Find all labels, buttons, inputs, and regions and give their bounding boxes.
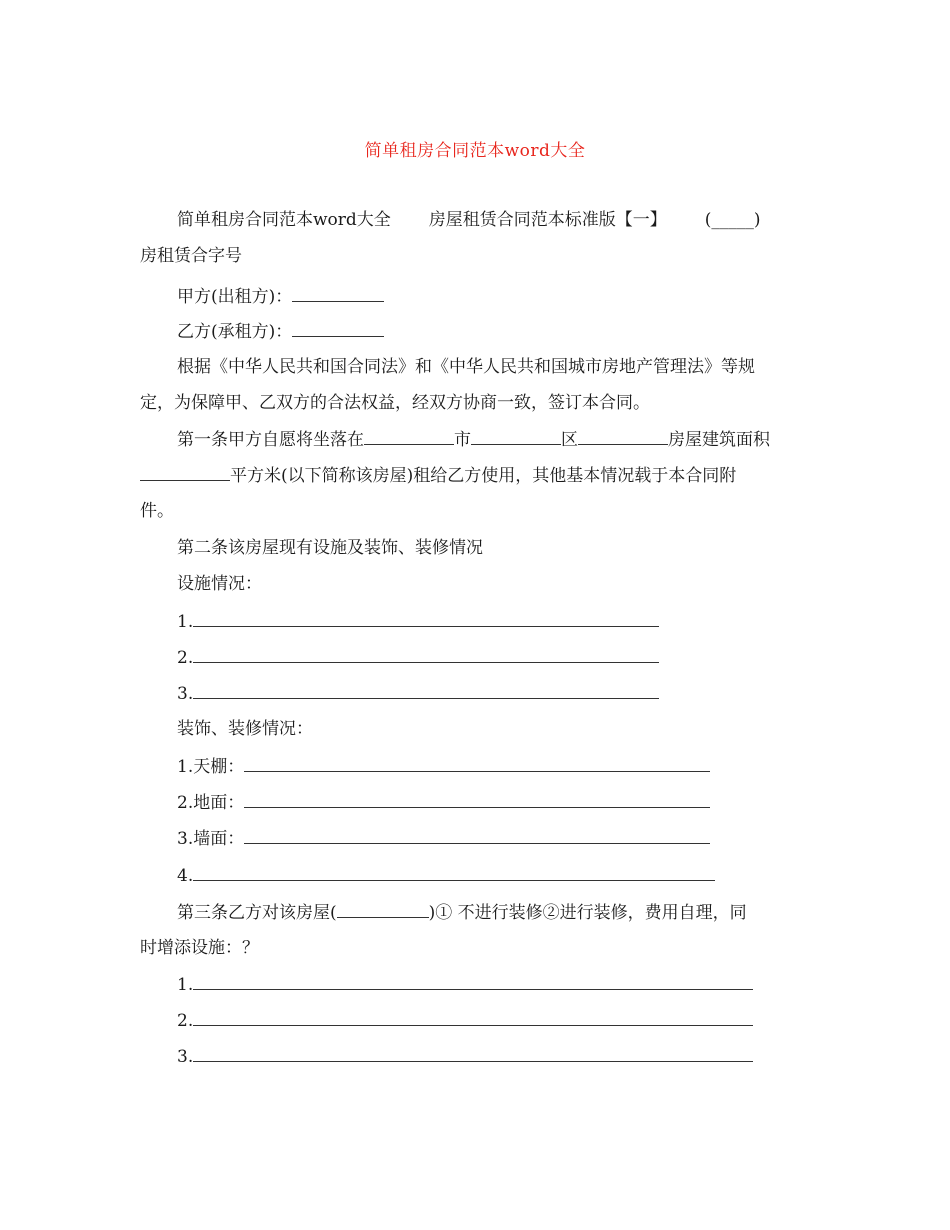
decoration-item-label: 1.天棚： <box>177 757 245 777</box>
decoration-label: 装饰、装修情况： <box>177 719 313 739</box>
facility-item-label: 1. <box>177 612 194 632</box>
article1-address-blank[interactable] <box>578 428 668 445</box>
facility-item-blank[interactable] <box>193 646 659 663</box>
facility-item <box>177 646 659 669</box>
facility-item <box>177 610 659 633</box>
article3-blank[interactable] <box>337 901 429 918</box>
party-b-label: 乙方(承租方)： <box>177 322 293 342</box>
article1-city-label: 市 <box>454 430 471 450</box>
intro-part3: (_____) <box>704 210 761 230</box>
addition-item-label: 2. <box>177 1011 194 1031</box>
article1-line-1 <box>177 428 770 451</box>
article1-line-3: 件。 <box>140 501 174 521</box>
decoration-item-label: 3.墙面： <box>177 829 245 849</box>
article3-line-1 <box>177 901 747 924</box>
decoration-item-blank[interactable] <box>193 864 715 881</box>
decoration-item <box>177 864 715 887</box>
addition-item-blank[interactable] <box>193 973 753 990</box>
intro-line-1 <box>177 209 761 231</box>
decoration-item-blank[interactable] <box>244 791 710 808</box>
article3-options: )① 不进行装修②进行装修，费用自理，同 <box>428 903 747 923</box>
addition-item <box>177 1009 753 1032</box>
decoration-item-label: 4. <box>177 866 194 886</box>
article1-city-blank[interactable] <box>364 428 454 445</box>
article1-area-blank[interactable] <box>140 464 230 481</box>
party-a-line <box>177 285 384 308</box>
addition-item <box>177 1045 753 1068</box>
article3-line-2: 时增添设施：？ <box>140 938 259 958</box>
party-b-line <box>177 320 384 343</box>
basis-line-2: 定，为保障甲、乙双方的合法权益，经双方协商一致，签订本合同。 <box>140 393 650 413</box>
article2-heading: 第二条该房屋现有设施及装饰、装修情况 <box>177 538 483 558</box>
intro-part2: 房屋租赁合同范本标准版【一】 <box>428 210 667 230</box>
facility-item-blank[interactable] <box>193 610 659 627</box>
facility-item <box>177 682 659 705</box>
decoration-item-blank[interactable] <box>244 827 710 844</box>
article1-line-2-text: 平方米(以下简称该房屋)租给乙方使用，其他基本情况载于本合同附 <box>230 466 737 486</box>
decoration-item-label: 2.地面： <box>177 793 245 813</box>
intro-line-2: 房租赁合字号 <box>140 246 242 266</box>
decoration-item-blank[interactable] <box>244 755 710 772</box>
intro-part1: 简单租房合同范本word大全 <box>177 210 391 230</box>
article1-district-label: 区 <box>561 430 578 450</box>
article1-lead: 第一条甲方自愿将坐落在 <box>177 430 364 450</box>
addition-item-label: 1. <box>177 975 194 995</box>
facility-item-label: 3. <box>177 684 194 704</box>
document-title: 简单租房合同范本word大全 <box>364 141 586 161</box>
facility-item-label: 2. <box>177 648 194 668</box>
decoration-item <box>177 827 710 850</box>
article1-district-blank[interactable] <box>471 428 561 445</box>
party-a-blank[interactable] <box>292 285 384 302</box>
addition-item-label: 3. <box>177 1047 194 1067</box>
facilities-label: 设施情况： <box>177 574 262 594</box>
article1-line-2 <box>140 464 736 487</box>
party-a-label: 甲方(出租方)： <box>177 287 293 307</box>
decoration-item <box>177 791 710 814</box>
article1-area-label: 房屋建筑面积 <box>668 430 770 450</box>
addition-item-blank[interactable] <box>193 1045 753 1062</box>
addition-item-blank[interactable] <box>193 1009 753 1026</box>
basis-line-1: 根据《中华人民共和国合同法》和《中华人民共和国城市房地产管理法》等规 <box>177 357 755 377</box>
facility-item-blank[interactable] <box>193 682 659 699</box>
article3-lead: 第三条乙方对该房屋( <box>177 903 337 923</box>
addition-item <box>177 973 753 996</box>
decoration-item <box>177 755 710 778</box>
party-b-blank[interactable] <box>292 320 384 337</box>
